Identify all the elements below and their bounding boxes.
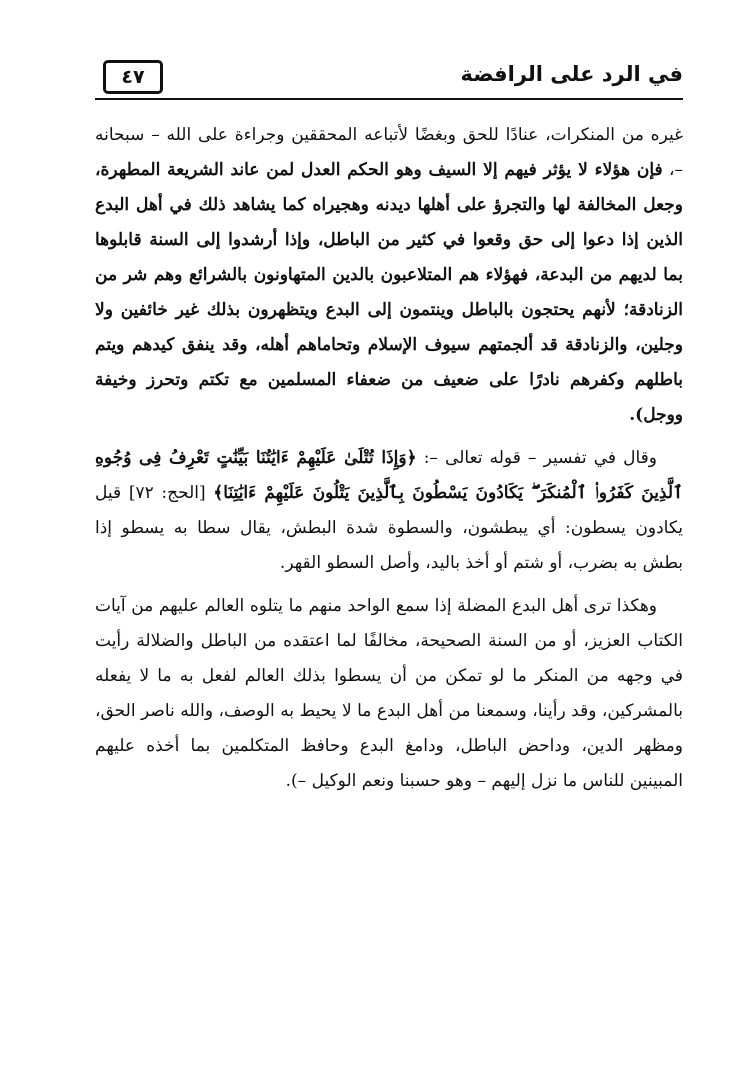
paragraph-1-lead: غيره من المنكرات، عنادًا للحق وبغضًا لأتباعه المحققين وجراءة على الله – سبحانه –، bbox=[95, 125, 683, 180]
paragraph-2-intro: وقال في تفسير – قوله تعالى –: bbox=[416, 448, 657, 468]
paragraph-3: وهكذا ترى أهل البدع المضلة إذا سمع الواحد منهم ما يتلوه العالم عليهم من آيات الكتاب العزيز، أو من السنة الصحيحة، مخالفًا لما اعتقده من الباطل والضلالة رأيت في وجهه من المنكر ما لو تمكن من أن يسطوا بذلك العالم لفعل به ما لا يفعله بالمشركين، وقد رأينا، وسمعنا من أهل البدع ما لا يحيط به الوصف، والله ناصر الحق، ومظهر الدين، وداحض الباطل، ودامغ البدع وحافظ المتكلمين بما أخذه عليهم المبينين للناس ما نزل إليهم – وهو حسبنا ونعم الوكيل –). bbox=[95, 596, 683, 791]
paragraph-1-bold: فإن هؤلاء لا يؤثر فيهم إلا السيف وهو الحكم العدل لمن عاند الشريعة المطهرة، وجعل المخالفة لها والتجرؤ على أهلها ديدنه وهجيراه كما يشاهد ذلك في أهل البدع الذين إذا دعوا إلى حق وقعوا في كثير من الباطل، وإذا أرشدوا إلى السنة قابلوها بما لديهم من البدعة، فهؤلاء هم المتلاعبون بالدين المتهاونون بالشرائع وهم شر من الزنادقة؛ لأنهم يحتجون بالباطل وينتمون إلى البدع ويتظهرون بذلك غير خائفين ولا وجلين، والزنادقة قد ألجمتهم سيوف الإسلام وتحاماهم أهله، وقد ينفق كيدهم ويتم باطلهم وكفرهم نادرًا على ضعيف من ضعفاء المسلمين مع تكتم وتحرز وخيفة ووجل). bbox=[95, 160, 683, 425]
paragraph-2-rest: [الحج: ٧٢] قيل يكادون يسطون: أي يبطشون، والسطوة شدة البطش، يقال سطا به يسطو إذا بطش به بضرب، أو شتم أو أخذ باليد، وأصل السطو القهر. bbox=[95, 483, 683, 573]
running-title: في الرد على الرافضة bbox=[460, 62, 683, 86]
paragraph-1 bbox=[95, 118, 683, 433]
body-text bbox=[95, 118, 683, 799]
header-rule bbox=[95, 98, 683, 100]
paragraph-2 bbox=[95, 441, 683, 581]
page-header bbox=[95, 58, 683, 104]
quran-verse: ﴿وَإِذَا تُتْلَىٰ عَلَيْهِمْ ءَايَٰتُنَا بَيِّنَٰتٍ تَعْرِفُ فِى وُجُوهِ ٱلَّذِينَ كَفَرُوا۟ ٱلْمُنكَرَ ۖ يَكَادُونَ يَسْطُونَ بِٱلَّذِينَ يَتْلُونَ عَلَيْهِمْ ءَايَٰتِنَا﴾ bbox=[95, 448, 683, 503]
page-number: ٤٧ bbox=[103, 60, 163, 94]
